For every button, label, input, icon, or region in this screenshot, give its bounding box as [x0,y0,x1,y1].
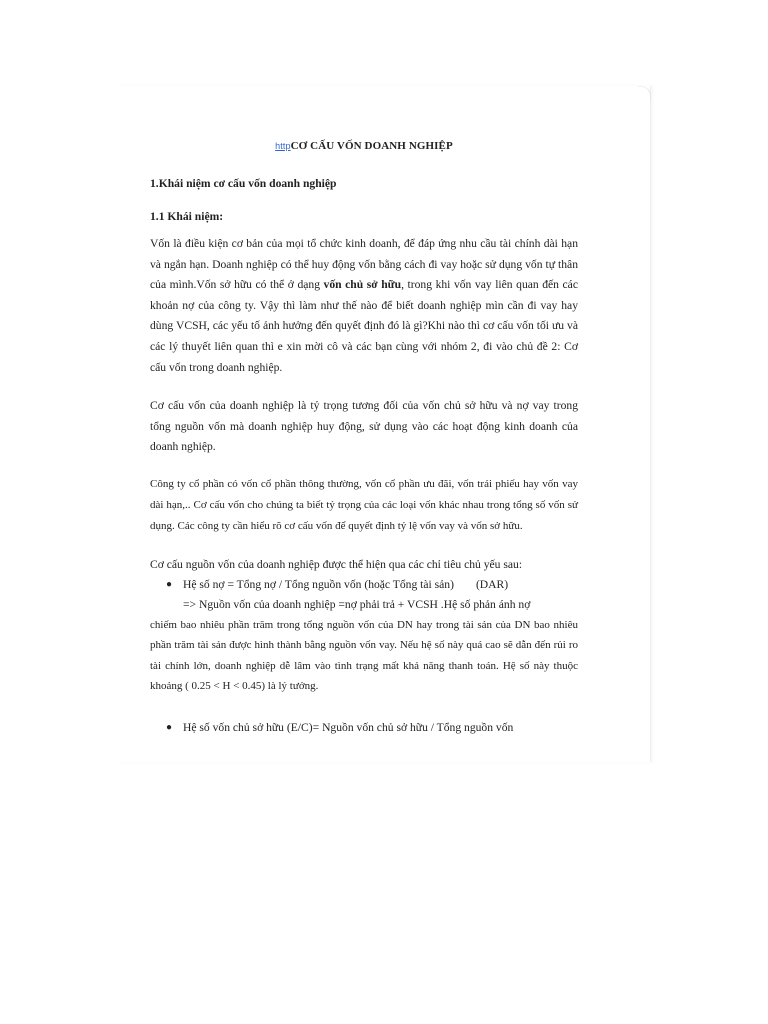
paragraph-1 [150,234,578,378]
http-link[interactable]: http [275,141,291,151]
paragraph-1-bold: vốn chủ sở hữu [323,278,402,292]
paragraph-1-part-2: , trong khi vốn vay liên quan đến các khoản nợ của công ty. Vậy thì làm như thế nào để biết doanh nghiệp mìn cần đi vay hay dùng VCSH, các yếu tố ảnh hưởng đến quyết định đó là gì?Khi nào thì cơ cấu vốn tối ưu và các lý thuyết liên quan thì e xin mời cô và các bạn cùng với nhóm 2, đi vào chủ đề 2: Cơ cấu vốn trong doanh nghiệp. [150,278,578,374]
page-content [150,140,578,738]
heading-1: 1.Khái niệm cơ cấu vốn doanh nghiệp [150,177,337,190]
title-text: CƠ CẤU VỐN DOANH NGHIỆP [290,140,453,152]
bullet-item-debt-ratio [150,575,578,595]
document-title [150,140,578,152]
explanation-paragraph: chiếm bao nhiêu phần trăm trong tổng nguồn vốn của DN hay trong tài sản của DN bao nhiêu phần trăm tài sản được hình thành bằng nguồn vốn vay. Nếu hệ số này quá cao sẽ dẫn đến rủi ro tài chính lớn, doanh nghiệp dễ lâm vào tình trạng mất khả năng thanh toán. Hệ số này thuộc khoảng ( 0.25 < H < 0.45) là lý tưởng. [150,618,578,693]
arrow-explanation: => Nguồn vốn của doanh nghiệp =nợ phải trả + VCSH .Hệ số phản ánh nợ [183,597,531,611]
paragraph-4-intro: Cơ cấu nguồn vốn của doanh nghiệp được thể hiện qua các chỉ tiêu chủ yếu sau: [150,557,523,571]
paragraph-1-part-1: Vốn là điều kiện cơ bản của mọi tổ chức kinh doanh, để đáp ứng nhu cầu tài chính dài hạn và ngắn hạn. Doanh nghiệp có thể huy động vốn bằng cách đi vay hoặc sử dụng vốn tự thân của mình.Vốn sở hữu có thể ở dạng [150,237,578,292]
bullet-1-text: Hệ số nợ = Tổng nợ / Tổng nguồn vốn (hoặc Tổng tài sản) [183,577,454,591]
paragraph-3: Công ty cổ phần có vốn cổ phần thông thường, vốn cổ phần ưu đãi, vốn trái phiếu hay vốn vay dài hạn,.. Cơ cấu vốn cho chúng ta biết tỷ trọng của các loại vốn khác nhau trong tổng số vốn sử dụng. Các công ty cần hiểu rõ cơ cấu vốn để quyết định tỷ lệ vốn vay và vốn sở hữu. [150,477,578,532]
bullet-1-tag: (DAR) [475,577,509,591]
bullet-dot-icon: ● [166,578,173,590]
bullet-dot-icon: ● [166,721,173,733]
paragraph-2: Cơ cấu vốn của doanh nghiệp là tỷ trọng tương đối của vốn chủ sở hữu và nợ vay trong tổng nguồn vốn mà doanh nghiệp huy động, sử dụng vào các hoạt động kinh doanh của doanh nghiệp. [150,399,578,454]
heading-1-1: 1.1 Khái niệm: [150,210,224,223]
bullet-2-text: Hệ số vốn chủ sở hữu (E/C)= Nguồn vốn chủ sở hữu / Tổng nguồn vốn [183,720,514,734]
bullet-item-equity-ratio [150,718,578,738]
